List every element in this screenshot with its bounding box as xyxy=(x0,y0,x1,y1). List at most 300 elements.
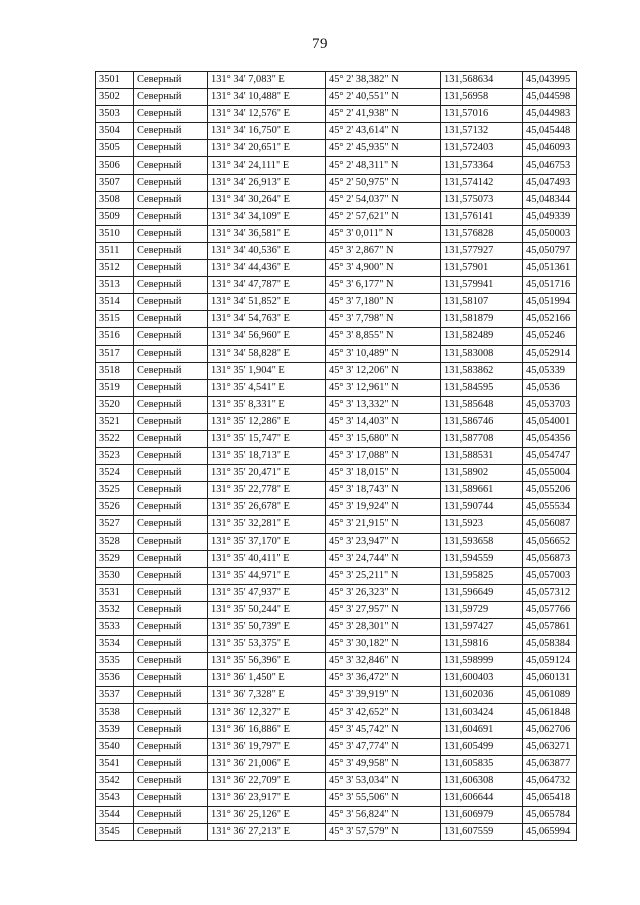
point-number-cell: 3519 xyxy=(96,379,134,396)
latitude-dms-cell: 45° 3' 21,915" N xyxy=(326,516,441,533)
latitude-dms-cell: 45° 2' 45,935" N xyxy=(326,140,441,157)
latitude-decimal-cell: 45,065994 xyxy=(523,824,577,841)
longitude-decimal-cell: 131,56958 xyxy=(441,89,523,106)
latitude-decimal-cell: 45,061848 xyxy=(523,704,577,721)
longitude-decimal-cell: 131,573364 xyxy=(441,157,523,174)
table-row xyxy=(96,687,577,704)
table-row xyxy=(96,465,577,482)
latitude-dms-cell: 45° 3' 42,652" N xyxy=(326,704,441,721)
point-number-cell: 3538 xyxy=(96,704,134,721)
area-name-cell: Северный xyxy=(134,106,208,123)
latitude-dms-cell: 45° 3' 30,182" N xyxy=(326,636,441,653)
area-name-cell: Северный xyxy=(134,448,208,465)
latitude-dms-cell: 45° 3' 57,579" N xyxy=(326,824,441,841)
point-number-cell: 3512 xyxy=(96,260,134,277)
area-name-cell: Северный xyxy=(134,174,208,191)
area-name-cell: Северный xyxy=(134,789,208,806)
longitude-decimal-cell: 131,5923 xyxy=(441,516,523,533)
longitude-decimal-cell: 131,585648 xyxy=(441,396,523,413)
latitude-decimal-cell: 45,057861 xyxy=(523,619,577,636)
longitude-decimal-cell: 131,602036 xyxy=(441,687,523,704)
point-number-cell: 3540 xyxy=(96,738,134,755)
area-name-cell: Северный xyxy=(134,533,208,550)
point-number-cell: 3536 xyxy=(96,670,134,687)
longitude-dms-cell: 131° 35' 50,739" E xyxy=(208,619,326,636)
longitude-decimal-cell: 131,590744 xyxy=(441,499,523,516)
longitude-decimal-cell: 131,594559 xyxy=(441,550,523,567)
point-number-cell: 3502 xyxy=(96,89,134,106)
table-row xyxy=(96,772,577,789)
longitude-dms-cell: 131° 35' 32,281" E xyxy=(208,516,326,533)
longitude-decimal-cell: 131,606644 xyxy=(441,789,523,806)
point-number-cell: 3518 xyxy=(96,362,134,379)
latitude-dms-cell: 45° 3' 26,323" N xyxy=(326,584,441,601)
point-number-cell: 3517 xyxy=(96,345,134,362)
table-row xyxy=(96,567,577,584)
latitude-dms-cell: 45° 2' 50,975" N xyxy=(326,174,441,191)
point-number-cell: 3529 xyxy=(96,550,134,567)
point-number-cell: 3545 xyxy=(96,824,134,841)
area-name-cell: Северный xyxy=(134,465,208,482)
latitude-dms-cell: 45° 3' 0,011" N xyxy=(326,225,441,242)
latitude-dms-cell: 45° 2' 48,311" N xyxy=(326,157,441,174)
longitude-dms-cell: 131° 35' 44,971" E xyxy=(208,567,326,584)
longitude-dms-cell: 131° 36' 7,328" E xyxy=(208,687,326,704)
latitude-decimal-cell: 45,055004 xyxy=(523,465,577,482)
longitude-decimal-cell: 131,58107 xyxy=(441,294,523,311)
area-name-cell: Северный xyxy=(134,191,208,208)
latitude-dms-cell: 45° 3' 12,206" N xyxy=(326,362,441,379)
latitude-decimal-cell: 45,0536 xyxy=(523,379,577,396)
latitude-decimal-cell: 45,052166 xyxy=(523,311,577,328)
longitude-decimal-cell: 131,586746 xyxy=(441,413,523,430)
longitude-dms-cell: 131° 36' 19,797" E xyxy=(208,738,326,755)
longitude-decimal-cell: 131,605835 xyxy=(441,755,523,772)
longitude-decimal-cell: 131,582489 xyxy=(441,328,523,345)
point-number-cell: 3515 xyxy=(96,311,134,328)
longitude-dms-cell: 131° 34' 54,763" E xyxy=(208,311,326,328)
longitude-decimal-cell: 131,572403 xyxy=(441,140,523,157)
longitude-decimal-cell: 131,58902 xyxy=(441,465,523,482)
latitude-decimal-cell: 45,056087 xyxy=(523,516,577,533)
longitude-dms-cell: 131° 35' 1,904" E xyxy=(208,362,326,379)
latitude-dms-cell: 45° 2' 54,037" N xyxy=(326,191,441,208)
longitude-dms-cell: 131° 34' 12,576" E xyxy=(208,106,326,123)
table-row xyxy=(96,72,577,89)
longitude-decimal-cell: 131,589661 xyxy=(441,482,523,499)
latitude-dms-cell: 45° 3' 18,743" N xyxy=(326,482,441,499)
table-row xyxy=(96,157,577,174)
latitude-decimal-cell: 45,051994 xyxy=(523,294,577,311)
area-name-cell: Северный xyxy=(134,242,208,259)
table-row xyxy=(96,738,577,755)
longitude-decimal-cell: 131,605499 xyxy=(441,738,523,755)
latitude-dms-cell: 45° 3' 15,680" N xyxy=(326,430,441,447)
latitude-decimal-cell: 45,058384 xyxy=(523,636,577,653)
longitude-decimal-cell: 131,600403 xyxy=(441,670,523,687)
longitude-dms-cell: 131° 36' 21,006" E xyxy=(208,755,326,772)
area-name-cell: Северный xyxy=(134,482,208,499)
area-name-cell: Северный xyxy=(134,396,208,413)
latitude-decimal-cell: 45,048344 xyxy=(523,191,577,208)
longitude-decimal-cell: 131,568634 xyxy=(441,72,523,89)
longitude-decimal-cell: 131,576141 xyxy=(441,208,523,225)
longitude-dms-cell: 131° 34' 40,536" E xyxy=(208,242,326,259)
latitude-decimal-cell: 45,061089 xyxy=(523,687,577,704)
longitude-decimal-cell: 131,596649 xyxy=(441,584,523,601)
longitude-decimal-cell: 131,57901 xyxy=(441,260,523,277)
table-row xyxy=(96,516,577,533)
latitude-decimal-cell: 45,063271 xyxy=(523,738,577,755)
point-number-cell: 3516 xyxy=(96,328,134,345)
latitude-decimal-cell: 45,053703 xyxy=(523,396,577,413)
area-name-cell: Северный xyxy=(134,550,208,567)
latitude-decimal-cell: 45,054001 xyxy=(523,413,577,430)
latitude-dms-cell: 45° 3' 45,742" N xyxy=(326,721,441,738)
area-name-cell: Северный xyxy=(134,704,208,721)
latitude-dms-cell: 45° 3' 27,957" N xyxy=(326,601,441,618)
coordinates-table xyxy=(95,71,577,841)
point-number-cell: 3521 xyxy=(96,413,134,430)
latitude-decimal-cell: 45,046093 xyxy=(523,140,577,157)
table-row xyxy=(96,533,577,550)
coordinates-table-body xyxy=(96,72,577,841)
point-number-cell: 3503 xyxy=(96,106,134,123)
area-name-cell: Северный xyxy=(134,157,208,174)
longitude-dms-cell: 131° 34' 30,264" E xyxy=(208,191,326,208)
area-name-cell: Северный xyxy=(134,294,208,311)
area-name-cell: Северный xyxy=(134,567,208,584)
longitude-decimal-cell: 131,587708 xyxy=(441,430,523,447)
table-row xyxy=(96,294,577,311)
latitude-dms-cell: 45° 3' 19,924" N xyxy=(326,499,441,516)
longitude-decimal-cell: 131,603424 xyxy=(441,704,523,721)
point-number-cell: 3511 xyxy=(96,242,134,259)
latitude-decimal-cell: 45,065418 xyxy=(523,789,577,806)
latitude-dms-cell: 45° 3' 32,846" N xyxy=(326,653,441,670)
latitude-decimal-cell: 45,055534 xyxy=(523,499,577,516)
longitude-dms-cell: 131° 36' 27,213" E xyxy=(208,824,326,841)
longitude-decimal-cell: 131,59816 xyxy=(441,636,523,653)
latitude-decimal-cell: 45,056652 xyxy=(523,533,577,550)
table-row xyxy=(96,277,577,294)
point-number-cell: 3524 xyxy=(96,465,134,482)
latitude-decimal-cell: 45,050797 xyxy=(523,242,577,259)
point-number-cell: 3507 xyxy=(96,174,134,191)
longitude-dms-cell: 131° 35' 56,396" E xyxy=(208,653,326,670)
table-row xyxy=(96,260,577,277)
table-row xyxy=(96,430,577,447)
longitude-dms-cell: 131° 35' 15,747" E xyxy=(208,430,326,447)
table-row xyxy=(96,584,577,601)
point-number-cell: 3525 xyxy=(96,482,134,499)
area-name-cell: Северный xyxy=(134,687,208,704)
table-row xyxy=(96,448,577,465)
point-number-cell: 3505 xyxy=(96,140,134,157)
table-row xyxy=(96,550,577,567)
longitude-dms-cell: 131° 35' 40,411" E xyxy=(208,550,326,567)
longitude-dms-cell: 131° 34' 36,581" E xyxy=(208,225,326,242)
latitude-decimal-cell: 45,051361 xyxy=(523,260,577,277)
longitude-dms-cell: 131° 36' 23,917" E xyxy=(208,789,326,806)
area-name-cell: Северный xyxy=(134,807,208,824)
latitude-dms-cell: 45° 3' 12,961" N xyxy=(326,379,441,396)
latitude-dms-cell: 45° 3' 49,958" N xyxy=(326,755,441,772)
latitude-decimal-cell: 45,057003 xyxy=(523,567,577,584)
latitude-decimal-cell: 45,043995 xyxy=(523,72,577,89)
latitude-dms-cell: 45° 3' 4,900" N xyxy=(326,260,441,277)
latitude-dms-cell: 45° 3' 23,947" N xyxy=(326,533,441,550)
table-row xyxy=(96,328,577,345)
latitude-dms-cell: 45° 3' 7,180" N xyxy=(326,294,441,311)
longitude-dms-cell: 131° 34' 58,828" E xyxy=(208,345,326,362)
longitude-decimal-cell: 131,595825 xyxy=(441,567,523,584)
longitude-dms-cell: 131° 36' 16,886" E xyxy=(208,721,326,738)
table-row xyxy=(96,191,577,208)
latitude-decimal-cell: 45,065784 xyxy=(523,807,577,824)
longitude-decimal-cell: 131,598999 xyxy=(441,653,523,670)
table-row xyxy=(96,721,577,738)
point-number-cell: 3508 xyxy=(96,191,134,208)
table-row xyxy=(96,653,577,670)
latitude-decimal-cell: 45,05246 xyxy=(523,328,577,345)
longitude-decimal-cell: 131,583862 xyxy=(441,362,523,379)
latitude-decimal-cell: 45,051716 xyxy=(523,277,577,294)
table-row xyxy=(96,242,577,259)
longitude-dms-cell: 131° 34' 34,109" E xyxy=(208,208,326,225)
longitude-decimal-cell: 131,575073 xyxy=(441,191,523,208)
latitude-decimal-cell: 45,044983 xyxy=(523,106,577,123)
table-row xyxy=(96,704,577,721)
point-number-cell: 3533 xyxy=(96,619,134,636)
latitude-dms-cell: 45° 3' 13,332" N xyxy=(326,396,441,413)
latitude-decimal-cell: 45,054356 xyxy=(523,430,577,447)
latitude-decimal-cell: 45,044598 xyxy=(523,89,577,106)
table-row xyxy=(96,225,577,242)
point-number-cell: 3530 xyxy=(96,567,134,584)
area-name-cell: Северный xyxy=(134,311,208,328)
longitude-decimal-cell: 131,588531 xyxy=(441,448,523,465)
table-row xyxy=(96,174,577,191)
latitude-decimal-cell: 45,055206 xyxy=(523,482,577,499)
latitude-dms-cell: 45° 3' 56,824" N xyxy=(326,807,441,824)
longitude-dms-cell: 131° 34' 51,852" E xyxy=(208,294,326,311)
latitude-dms-cell: 45° 3' 7,798" N xyxy=(326,311,441,328)
table-row xyxy=(96,379,577,396)
area-name-cell: Северный xyxy=(134,619,208,636)
table-row xyxy=(96,140,577,157)
longitude-decimal-cell: 131,583008 xyxy=(441,345,523,362)
latitude-decimal-cell: 45,046753 xyxy=(523,157,577,174)
area-name-cell: Северный xyxy=(134,721,208,738)
point-number-cell: 3542 xyxy=(96,772,134,789)
latitude-dms-cell: 45° 3' 36,472" N xyxy=(326,670,441,687)
longitude-dms-cell: 131° 35' 50,244" E xyxy=(208,601,326,618)
longitude-decimal-cell: 131,606308 xyxy=(441,772,523,789)
point-number-cell: 3544 xyxy=(96,807,134,824)
latitude-decimal-cell: 45,052914 xyxy=(523,345,577,362)
area-name-cell: Северный xyxy=(134,328,208,345)
point-number-cell: 3523 xyxy=(96,448,134,465)
table-row xyxy=(96,413,577,430)
latitude-dms-cell: 45° 3' 14,403" N xyxy=(326,413,441,430)
latitude-dms-cell: 45° 3' 28,301" N xyxy=(326,619,441,636)
longitude-decimal-cell: 131,584595 xyxy=(441,379,523,396)
table-row xyxy=(96,789,577,806)
longitude-dms-cell: 131° 34' 26,913" E xyxy=(208,174,326,191)
area-name-cell: Северный xyxy=(134,653,208,670)
point-number-cell: 3520 xyxy=(96,396,134,413)
latitude-dms-cell: 45° 3' 10,489" N xyxy=(326,345,441,362)
point-number-cell: 3541 xyxy=(96,755,134,772)
area-name-cell: Северный xyxy=(134,72,208,89)
table-row xyxy=(96,396,577,413)
longitude-decimal-cell: 131,607559 xyxy=(441,824,523,841)
area-name-cell: Северный xyxy=(134,379,208,396)
latitude-dms-cell: 45° 3' 55,506" N xyxy=(326,789,441,806)
table-row xyxy=(96,311,577,328)
area-name-cell: Северный xyxy=(134,260,208,277)
latitude-decimal-cell: 45,05339 xyxy=(523,362,577,379)
longitude-dms-cell: 131° 36' 25,126" E xyxy=(208,807,326,824)
longitude-decimal-cell: 131,606979 xyxy=(441,807,523,824)
latitude-decimal-cell: 45,064732 xyxy=(523,772,577,789)
table-row xyxy=(96,670,577,687)
latitude-decimal-cell: 45,050003 xyxy=(523,225,577,242)
table-row xyxy=(96,807,577,824)
latitude-decimal-cell: 45,057766 xyxy=(523,601,577,618)
area-name-cell: Северный xyxy=(134,499,208,516)
table-row xyxy=(96,345,577,362)
point-number-cell: 3537 xyxy=(96,687,134,704)
point-number-cell: 3527 xyxy=(96,516,134,533)
point-number-cell: 3535 xyxy=(96,653,134,670)
area-name-cell: Северный xyxy=(134,670,208,687)
longitude-decimal-cell: 131,57132 xyxy=(441,123,523,140)
latitude-decimal-cell: 45,047493 xyxy=(523,174,577,191)
point-number-cell: 3504 xyxy=(96,123,134,140)
longitude-dms-cell: 131° 35' 8,331" E xyxy=(208,396,326,413)
latitude-dms-cell: 45° 2' 38,382" N xyxy=(326,72,441,89)
longitude-dms-cell: 131° 34' 44,436" E xyxy=(208,260,326,277)
longitude-decimal-cell: 131,57016 xyxy=(441,106,523,123)
table-row xyxy=(96,123,577,140)
latitude-dms-cell: 45° 3' 53,034" N xyxy=(326,772,441,789)
latitude-decimal-cell: 45,056873 xyxy=(523,550,577,567)
longitude-decimal-cell: 131,579941 xyxy=(441,277,523,294)
table-row xyxy=(96,362,577,379)
point-number-cell: 3543 xyxy=(96,789,134,806)
area-name-cell: Северный xyxy=(134,140,208,157)
area-name-cell: Северный xyxy=(134,430,208,447)
longitude-decimal-cell: 131,604691 xyxy=(441,721,523,738)
longitude-dms-cell: 131° 35' 37,170" E xyxy=(208,533,326,550)
latitude-dms-cell: 45° 2' 41,938" N xyxy=(326,106,441,123)
latitude-dms-cell: 45° 3' 39,919" N xyxy=(326,687,441,704)
area-name-cell: Северный xyxy=(134,89,208,106)
area-name-cell: Северный xyxy=(134,277,208,294)
latitude-dms-cell: 45° 3' 6,177" N xyxy=(326,277,441,294)
area-name-cell: Северный xyxy=(134,208,208,225)
area-name-cell: Северный xyxy=(134,362,208,379)
longitude-dms-cell: 131° 35' 26,678" E xyxy=(208,499,326,516)
point-number-cell: 3532 xyxy=(96,601,134,618)
longitude-dms-cell: 131° 34' 16,750" E xyxy=(208,123,326,140)
latitude-dms-cell: 45° 2' 57,621" N xyxy=(326,208,441,225)
table-row xyxy=(96,208,577,225)
longitude-decimal-cell: 131,597427 xyxy=(441,619,523,636)
latitude-decimal-cell: 45,062706 xyxy=(523,721,577,738)
latitude-dms-cell: 45° 3' 47,774" N xyxy=(326,738,441,755)
latitude-dms-cell: 45° 3' 24,744" N xyxy=(326,550,441,567)
longitude-dms-cell: 131° 35' 20,471" E xyxy=(208,465,326,482)
table-row xyxy=(96,499,577,516)
table-row xyxy=(96,482,577,499)
latitude-dms-cell: 45° 2' 43,614" N xyxy=(326,123,441,140)
point-number-cell: 3513 xyxy=(96,277,134,294)
latitude-decimal-cell: 45,049339 xyxy=(523,208,577,225)
latitude-dms-cell: 45° 3' 8,855" N xyxy=(326,328,441,345)
longitude-dms-cell: 131° 34' 24,111" E xyxy=(208,157,326,174)
area-name-cell: Северный xyxy=(134,772,208,789)
longitude-dms-cell: 131° 35' 22,778" E xyxy=(208,482,326,499)
longitude-decimal-cell: 131,581879 xyxy=(441,311,523,328)
latitude-dms-cell: 45° 2' 40,551" N xyxy=(326,89,441,106)
latitude-dms-cell: 45° 3' 25,211" N xyxy=(326,567,441,584)
point-number-cell: 3506 xyxy=(96,157,134,174)
longitude-dms-cell: 131° 34' 7,083" E xyxy=(208,72,326,89)
table-row xyxy=(96,619,577,636)
area-name-cell: Северный xyxy=(134,636,208,653)
longitude-dms-cell: 131° 35' 47,937" E xyxy=(208,584,326,601)
area-name-cell: Северный xyxy=(134,755,208,772)
longitude-decimal-cell: 131,577927 xyxy=(441,242,523,259)
latitude-decimal-cell: 45,057312 xyxy=(523,584,577,601)
point-number-cell: 3539 xyxy=(96,721,134,738)
page-number: 79 xyxy=(312,36,328,52)
longitude-dms-cell: 131° 34' 56,960" E xyxy=(208,328,326,345)
area-name-cell: Северный xyxy=(134,345,208,362)
point-number-cell: 3534 xyxy=(96,636,134,653)
longitude-dms-cell: 131° 34' 10,488" E xyxy=(208,89,326,106)
latitude-dms-cell: 45° 3' 2,867" N xyxy=(326,242,441,259)
point-number-cell: 3501 xyxy=(96,72,134,89)
table-row xyxy=(96,106,577,123)
point-number-cell: 3510 xyxy=(96,225,134,242)
table-row xyxy=(96,601,577,618)
area-name-cell: Северный xyxy=(134,824,208,841)
point-number-cell: 3522 xyxy=(96,430,134,447)
longitude-dms-cell: 131° 35' 53,375" E xyxy=(208,636,326,653)
area-name-cell: Северный xyxy=(134,584,208,601)
longitude-dms-cell: 131° 34' 47,787" E xyxy=(208,277,326,294)
point-number-cell: 3509 xyxy=(96,208,134,225)
area-name-cell: Северный xyxy=(134,225,208,242)
longitude-dms-cell: 131° 35' 12,286" E xyxy=(208,413,326,430)
longitude-dms-cell: 131° 36' 1,450" E xyxy=(208,670,326,687)
table-row xyxy=(96,636,577,653)
longitude-decimal-cell: 131,59729 xyxy=(441,601,523,618)
point-number-cell: 3531 xyxy=(96,584,134,601)
area-name-cell: Северный xyxy=(134,516,208,533)
latitude-decimal-cell: 45,063877 xyxy=(523,755,577,772)
latitude-decimal-cell: 45,059124 xyxy=(523,653,577,670)
area-name-cell: Северный xyxy=(134,413,208,430)
longitude-dms-cell: 131° 35' 18,713" E xyxy=(208,448,326,465)
latitude-decimal-cell: 45,045448 xyxy=(523,123,577,140)
table-row xyxy=(96,89,577,106)
latitude-dms-cell: 45° 3' 17,088" N xyxy=(326,448,441,465)
